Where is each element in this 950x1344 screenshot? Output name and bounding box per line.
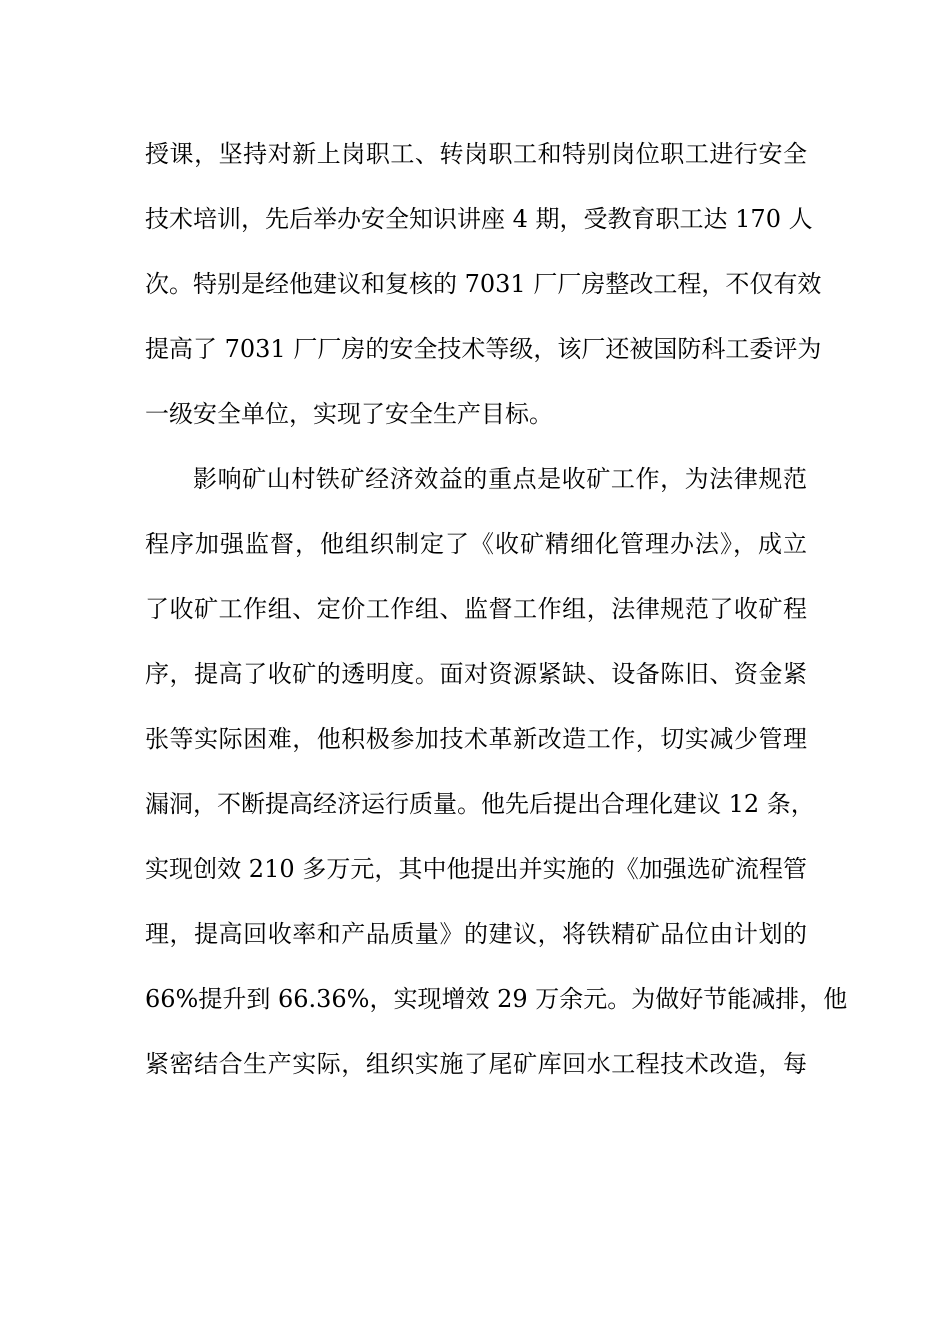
text-line: 66%提升到 66.36%，实现增效 29 万余元。为做好节能减排，他 [145, 985, 848, 1013]
text-line: 序，提高了收矿的透明度。面对资源紧缺、设备陈旧、资金紧 [145, 660, 807, 688]
text-line: 一级安全单位，实现了安全生产目标。 [145, 400, 553, 428]
text-line: 次。特别是经他建议和复核的 7031 厂厂房整改工程，不仅有效 [145, 270, 822, 298]
text-line: 紧密结合生产实际，组织实施了尾矿库回水工程技术改造，每 [145, 1050, 807, 1078]
text-line: 技术培训，先后举办安全知识讲座 4 期，受教育职工达 170 人 [145, 205, 813, 233]
paragraph-safety-training [145, 128, 822, 453]
document-body [145, 128, 848, 1103]
text-line: 提高了 7031 厂厂房的安全技术等级，该厂还被国防科工委评为 [145, 335, 822, 363]
text-line: 了收矿工作组、定价工作组、监督工作组，法律规范了收矿程 [145, 595, 807, 623]
paragraph-ore-collection [145, 453, 848, 1103]
text-line: 影响矿山村铁矿经济效益的重点是收矿工作，为法律规范 [193, 465, 807, 493]
text-line: 张等实际困难，他积极参加技术革新改造工作，切实减少管理 [145, 725, 807, 753]
text-line: 程序加强监督，他组织制定了《收矿精细化管理办法》，成立 [145, 530, 807, 558]
text-line: 漏洞，不断提高经济运行质量。他先后提出合理化建议 12 条， [145, 790, 815, 818]
text-line: 授课，坚持对新上岗职工、转岗职工和特别岗位职工进行安全 [145, 140, 807, 168]
text-line: 实现创效 210 多万元，其中他提出并实施的《加强选矿流程管 [145, 855, 807, 883]
text-line: 理，提高回收率和产品质量》的建议，将铁精矿品位由计划的 [145, 920, 807, 948]
